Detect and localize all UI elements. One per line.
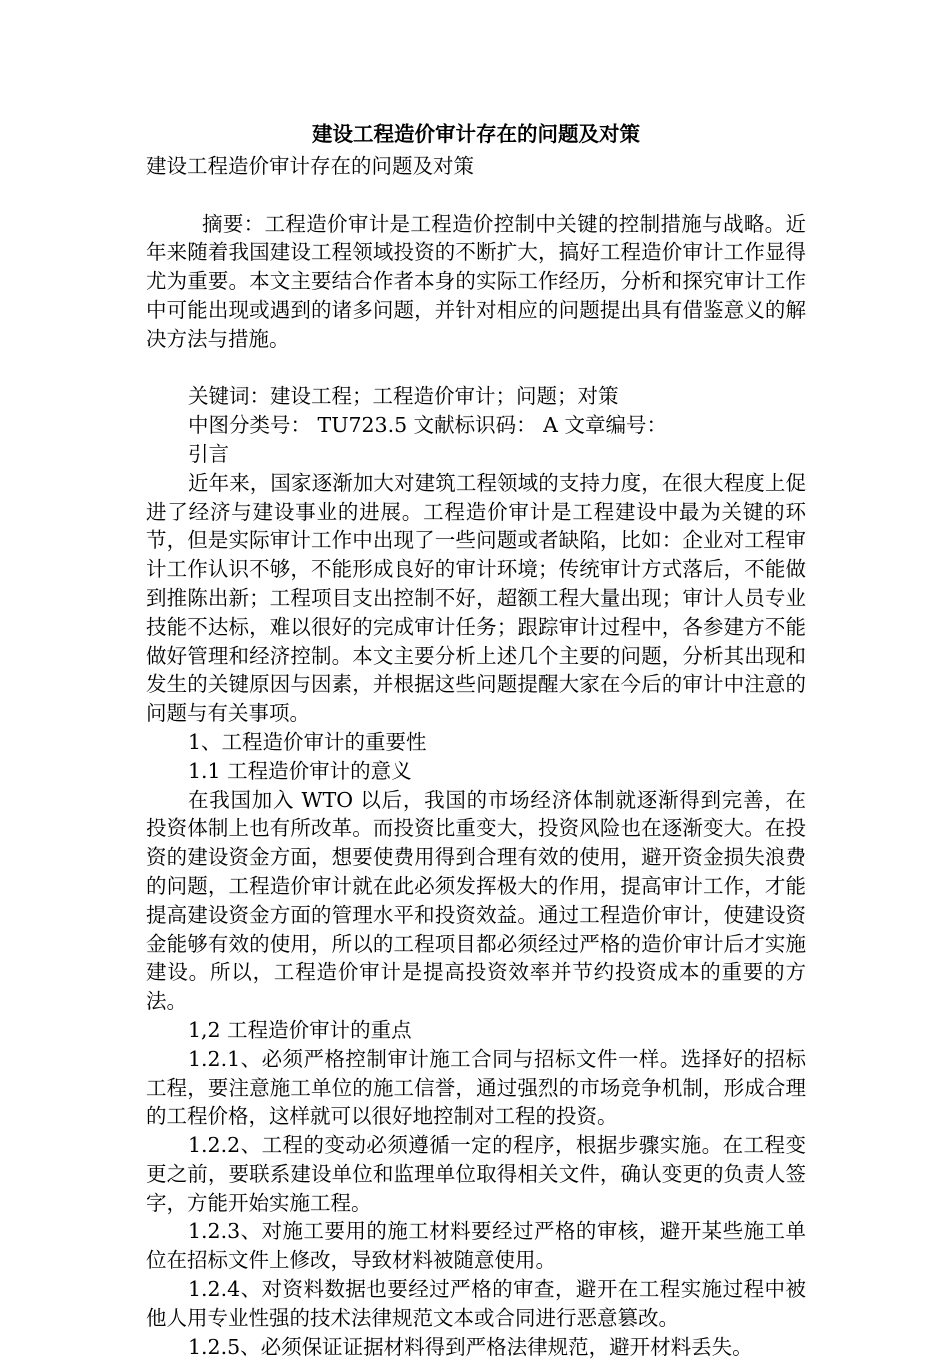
classification-line: 中图分类号： TU723.5 文献标识码： A 文章编号：	[188, 413, 668, 438]
point-1-2-4: 1.2.4、对资料数据也要经过严格的审查，避开在工程实施过程中被他人用专业性强的技术法律规范文本或合同进行恶意篡改。	[146, 1277, 806, 1330]
intro-paragraph: 近年来，国家逐渐加大对建筑工程领域的支持力度，在很大程度上促进了经济与建设事业的进展。工程造价审计是工程建设中最为关键的环节，但是实际审计工作中出现了一些问题或者缺陷，比如：企业对工程审计工作认识不够，不能形成良好的审计环境；传统审计方式落后，不能做到推陈出新；工程项目支出控制不好，超额工程大量出现；审计人员专业技能不达标，难以很好的完成审计任务；跟踪审计过程中，各参建方不能做好管理和经济控制。本文主要分析上述几个主要的问题，分析其出现和发生的关键原因与因素，并根据这些问题提醒大家在今后的审计中注意的问题与有关事项。	[146, 470, 806, 726]
section-1-2-heading: 1,2 工程造价审计的重点	[188, 1017, 412, 1042]
document-page	[146, 120, 806, 1361]
point-1-2-5: 1.2.5、必须保证证据材料得到严格法律规范，避开材料丢失。	[188, 1334, 753, 1359]
document-subtitle: 建设工程造价审计存在的问题及对策	[146, 154, 474, 178]
document-title: 建设工程造价审计存在的问题及对策	[312, 122, 640, 146]
point-1-2-1: 1.2.1、必须严格控制审计施工合同与招标文件一样。选择好的招标工程，要注意施工单位的施工信誉，通过强烈的市场竞争机制，形成合理的工程价格，这样就可以很好地控制对工程的投资。	[146, 1046, 806, 1129]
abstract-paragraph: 摘要：工程造价审计是工程造价控制中关键的控制措施与战略。近年来随着我国建设工程领域投资的不断扩大，搞好工程造价审计工作显得尤为重要。本文主要结合作者本身的实际工作经历，分析和探究审计工作中可能出现或遇到的诸多问题，并针对相应的问题提出具有借鉴意义的解决方法与措施。	[146, 211, 806, 351]
point-1-2-2: 1.2.2、工程的变动必须遵循一定的程序，根据步骤实施。在工程变更之前，要联系建设单位和监理单位取得相关文件，确认变更的负责人签字，方能开始实施工程。	[146, 1133, 806, 1215]
section-1-heading: 1、工程造价审计的重要性	[188, 729, 427, 754]
spacer	[146, 181, 806, 210]
section-1-1-paragraph: 在我国加入 WTO 以后，我国的市场经济体制就逐渐得到完善，在投资体制上也有所改革。而投资比重变大，投资风险也在逐渐变大。在投资的建设资金方面，想要使费用得到合理有效的使用，避开资金损失浪费的问题，工程造价审计就在此必须发挥极大的作用，提高审计工作，才能提高建设资金方面的管理水平和投资效益。通过工程造价审计，使建设资金能够有效的使用，所以的工程项目都必须经过严格的造价审计后才实施建设。所以，工程造价审计是提高投资效率并节约投资成本的重要的方法。	[146, 787, 806, 1014]
section-1-1-heading: 1.1 工程造价审计的意义	[188, 758, 412, 783]
keywords-line: 关键词：建设工程；工程造价审计；问题；对策	[188, 384, 619, 409]
spacer	[146, 354, 806, 383]
point-1-2-3: 1.2.3、对施工要用的施工材料要经过严格的审核，避开某些施工单位在招标文件上修改，导致材料被随意使用。	[146, 1219, 806, 1273]
intro-heading: 引言	[188, 441, 229, 466]
